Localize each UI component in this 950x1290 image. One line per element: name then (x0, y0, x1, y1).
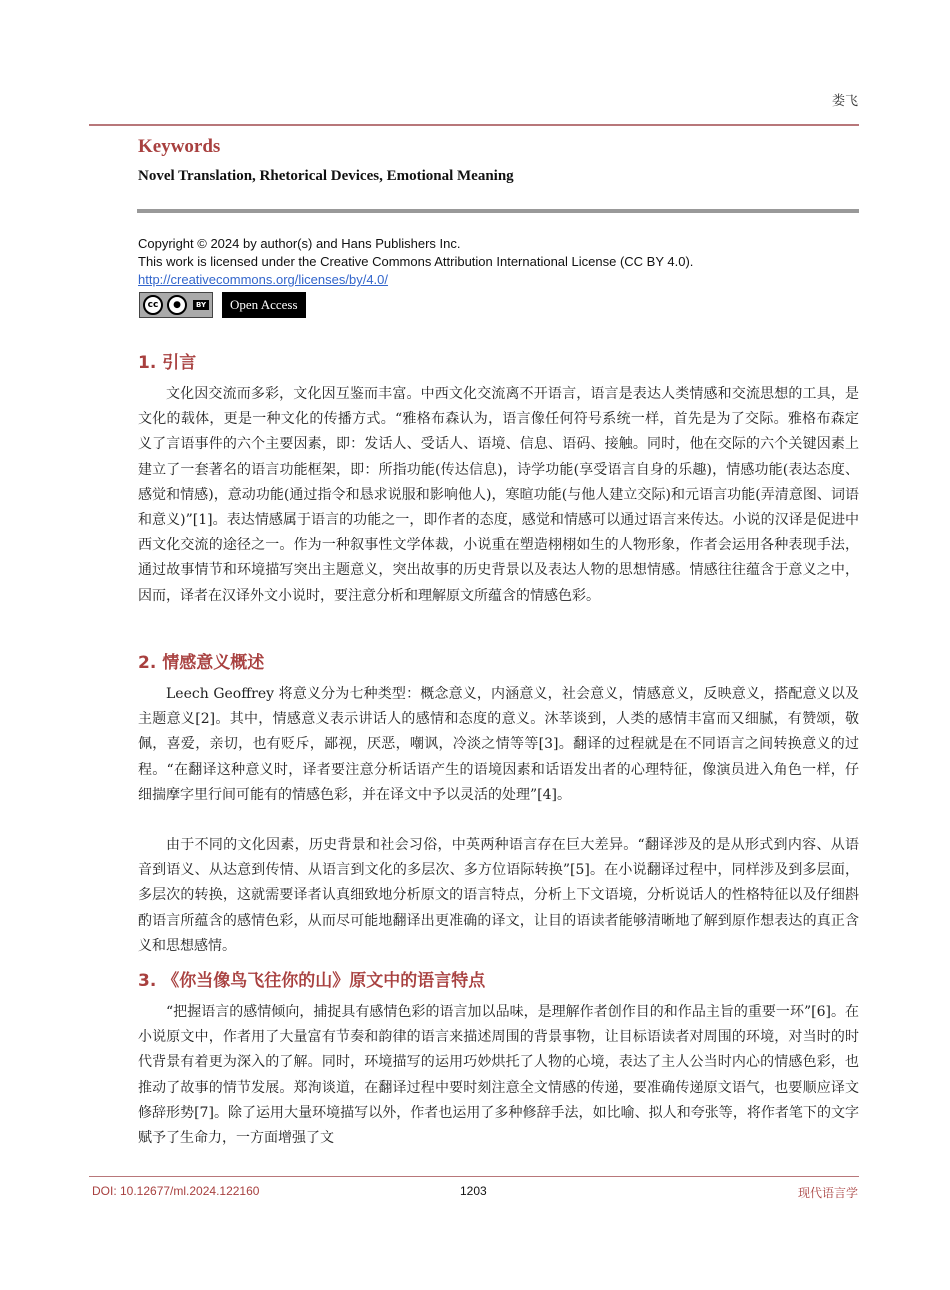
section-2-paragraph-1: Leech Geoffrey 将意义分为七种类型：概念意义，内涵意义，社会意义，情感意义，反映意义，搭配意义以及主题意义[2]。其中，情感意义表示讲话人的感情和态度的意义。沐莘谈到，人类的感情丰富而又细腻，有赞颂，敬佩，喜爱，亲切，也有贬斥，鄙视，厌恶，嘲讽，冷淡之情等等[3]。翻译的过程就是在不同语言之间转换意义的过程。“在翻译这种意义时，译者要注意分析话语产生的语境因素和话语发出者的心理特征，像演员进入角色一样，仔细揣摩字里行间可能有的情感色彩，并在译文中予以灵活的处理”[4]。 (138, 686, 859, 803)
section-divider (137, 209, 859, 213)
open-access-badge: Open Access (222, 292, 306, 318)
header-rule (89, 124, 859, 126)
page-number: 1203 (460, 1184, 487, 1198)
keywords-list: Novel Translation, Rhetorical Devices, Emotional Meaning (138, 168, 514, 184)
journal-name: 现代语言学 (797, 1186, 858, 1200)
section-2-paragraph-2: 由于不同的文化因素，历史背景和社会习俗，中英两种语言存在巨大差异。“翻译涉及的是从形式到内容、从语音到语义、从达意到传情、从语言到文化的多层次、多方位语际转换”[5]。在小说翻译过程中，同样涉及到多层面，多层次的转换，这就需要译者认真细致地分析原文的语言特点，分析上下文语境，分析说话人的性格特征以及仔细斟酌语言所蕴含的感情色彩，从而尽可能地翻译出更准确的译文，让目的语读者能够清晰地了解到原作想表达的真正含义和思想感情。 (138, 837, 859, 954)
cc-by-badge[interactable] (139, 292, 213, 318)
copyright-line: Copyright © 2024 by author(s) and Hans Publishers Inc. (138, 236, 461, 251)
license-line: This work is licensed under the Creative Commons Attribution International License (CC BY 4.0). (138, 254, 694, 269)
section-1-paragraph-1: 文化因交流而多彩，文化因互鉴而丰富。中西文化交流离不开语言，语言是表达人类情感和交流思想的工具，是文化的载体，更是一种文化的传播方式。“雅格布森认为，语言像任何符号系统一样，首先是为了交际。雅格布森定义了言语事件的六个主要因素，即：发话人、受话人、语境、信息、语码、接触。同时，他在交际的六个关键因素上建立了一套著名的语言功能框架，即：所指功能(传达信息)，诗学功能(享受语言自身的乐趣)，情感功能(表达态度、感觉和情感)，意动功能(通过指令和恳求说服和影响他人)，寒暄功能(与他人建立交际)和元语言功能(弄清意图、词语和意义)”[1]。表达情感属于语言的功能之一，即作者的态度，感觉和情感可以通过语言来传达。小说的汉译是促进中西文化交流的途径之一。作为一种叙事性文学体裁，小说重在塑造栩栩如生的人物形象，作者会运用各种表现手法，通过故事情节和环境描写突出主题意义，突出故事的历史背景以及表达人物的思想情感。情感往往蕴含于意义之中，因而，译者在汉译外文小说时，要注意分析和理解原文所蕴含的情感色彩。 (138, 386, 859, 604)
section-heading-1: 1. 引言 (138, 353, 197, 373)
running-header-author: 娄飞 (831, 94, 858, 109)
cc-icon: cc (143, 295, 163, 315)
license-link[interactable]: http://creativecommons.org/licenses/by/4.0/ (138, 272, 389, 287)
footer-doi: DOI: 10.12677/ml.2024.122160 (92, 1184, 260, 1198)
copyright-block (138, 235, 693, 289)
person-icon: ● (167, 295, 187, 315)
section-3-paragraph-1: “把握语言的感情倾向，捕捉具有感情色彩的语言加以品味，是理解作者创作目的和作品主旨的重要一环”[6]。在小说原文中，作者用了大量富有节奏和韵律的语言来描述周围的背景事物，让目标语读者对周围的环境，对当时的时代背景有着更为深入的了解。同时，环境描写的运用巧妙烘托了人物的心境，表达了主人公当时内心的情感色彩，也推动了故事的情节发展。郑洵谈道，在翻译过程中要时刻注意全文情感的传递，要准确传递原文语气，也要顺应译文修辞形势[7]。除了运用大量环境描写以外，作者也运用了多种修辞手法，如比喻、拟人和夸张等，将作者笔下的文字赋予了生命力，一方面增强了文 (138, 1004, 859, 1147)
by-label: BY (193, 300, 209, 310)
footer-rule (89, 1176, 859, 1177)
license-badges (139, 292, 306, 318)
section-heading-2: 2. 情感意义概述 (138, 653, 265, 673)
section-heading-3: 3. 《你当像鸟飞往你的山》原文中的语言特点 (138, 971, 486, 991)
keywords-title: Keywords (138, 136, 221, 157)
